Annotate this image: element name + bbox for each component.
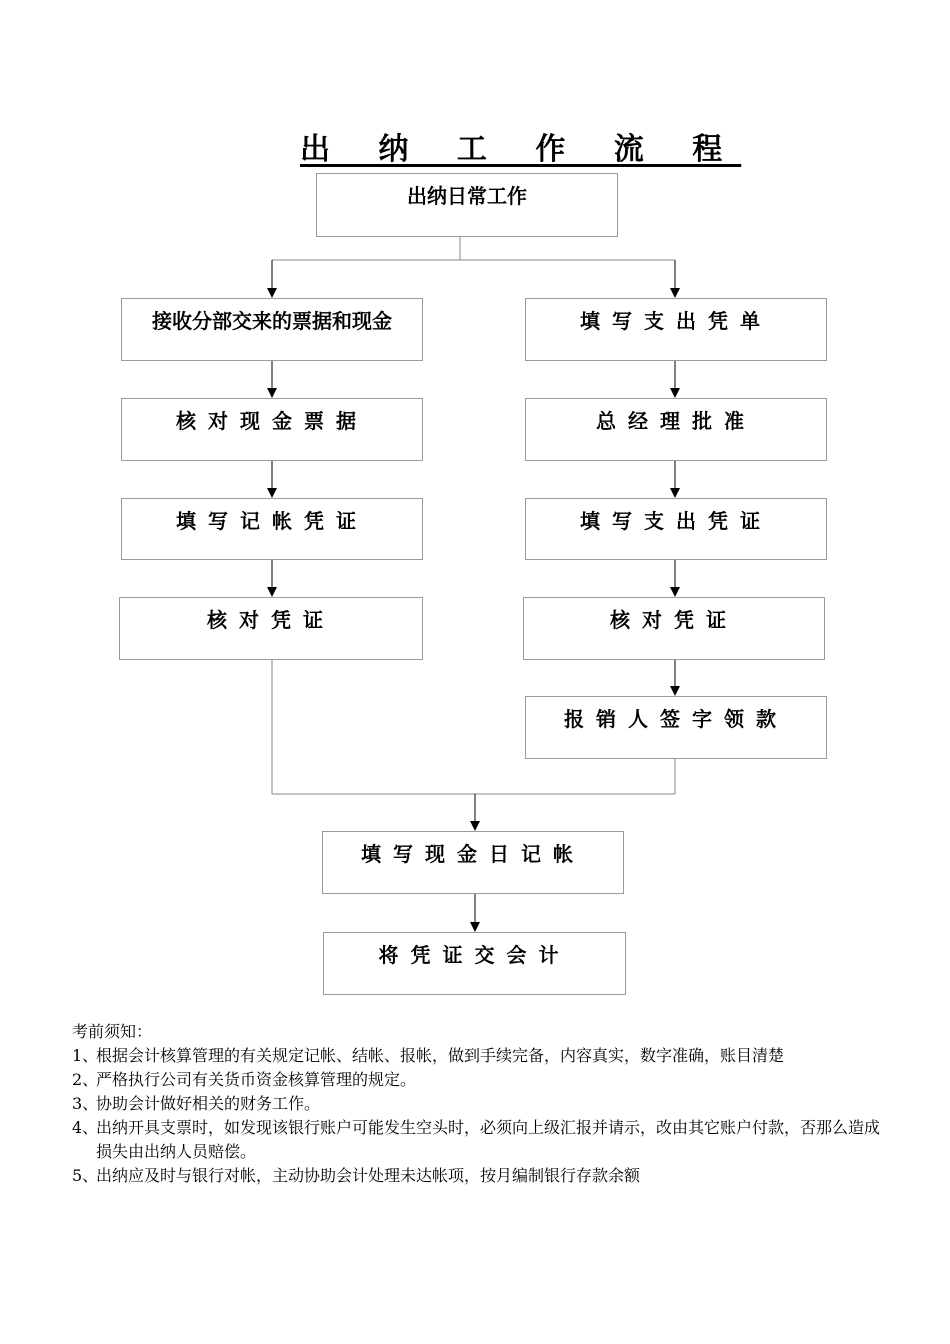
flow-box-left-check-cash: 核对现金票据 <box>121 398 423 461</box>
notes-section <box>72 1020 892 1188</box>
note-text: 出纳应及时与银行对帐，主动协助会计处理未达帐项，按月编制银行存款余额 <box>96 1166 641 1185</box>
flow-box-right-approval: 总经理批准 <box>525 398 827 461</box>
flow-box-left-receive: 接收分部交来的票据和现金 <box>121 298 423 361</box>
note-item <box>72 1164 892 1188</box>
note-number: 2、 <box>72 1070 99 1089</box>
flow-box-left-fill-voucher: 填写记帐凭证 <box>121 498 423 560</box>
note-number: 3、 <box>72 1094 99 1113</box>
flow-box-hand-to-accountant: 将凭证交会计 <box>323 932 626 995</box>
flow-box-left-check-voucher: 核对凭证 <box>119 597 423 660</box>
note-number: 1、 <box>72 1046 99 1065</box>
flow-box-right-check-voucher: 核对凭证 <box>523 597 825 660</box>
note-item <box>72 1092 892 1116</box>
note-text: 协助会计做好相关的财务工作。 <box>96 1094 321 1113</box>
note-number: 4、 <box>72 1118 99 1137</box>
page-title: 出 纳 工 作 流 程 <box>300 132 742 167</box>
note-text: 严格执行公司有关货币资金核算管理的规定。 <box>96 1070 417 1089</box>
note-item <box>72 1068 892 1092</box>
note-text: 出纳开具支票时，如发现该银行账户可能发生空头时，必须向上级汇报并请示，改由其它账户付款，否那么造成损失由出纳人员赔偿。 <box>96 1118 881 1161</box>
flow-box-right-sign-receive: 报销人签字领款 <box>525 696 827 759</box>
note-item <box>72 1116 892 1164</box>
note-text: 根据会计核算管理的有关规定记帐、结帐、报帐，做到手续完备，内容真实，数字准确，账目清楚 <box>96 1046 785 1065</box>
flow-box-start: 出纳日常工作 <box>316 173 618 237</box>
note-item <box>72 1044 892 1068</box>
flow-box-right-payment-slip: 填写支出凭单 <box>525 298 827 361</box>
flow-box-cash-journal: 填写现金日记帐 <box>322 831 624 894</box>
note-number: 5、 <box>72 1166 99 1185</box>
notes-heading: 考前须知： <box>72 1022 153 1041</box>
flow-box-right-payment-voucher: 填写支出凭证 <box>525 498 827 560</box>
